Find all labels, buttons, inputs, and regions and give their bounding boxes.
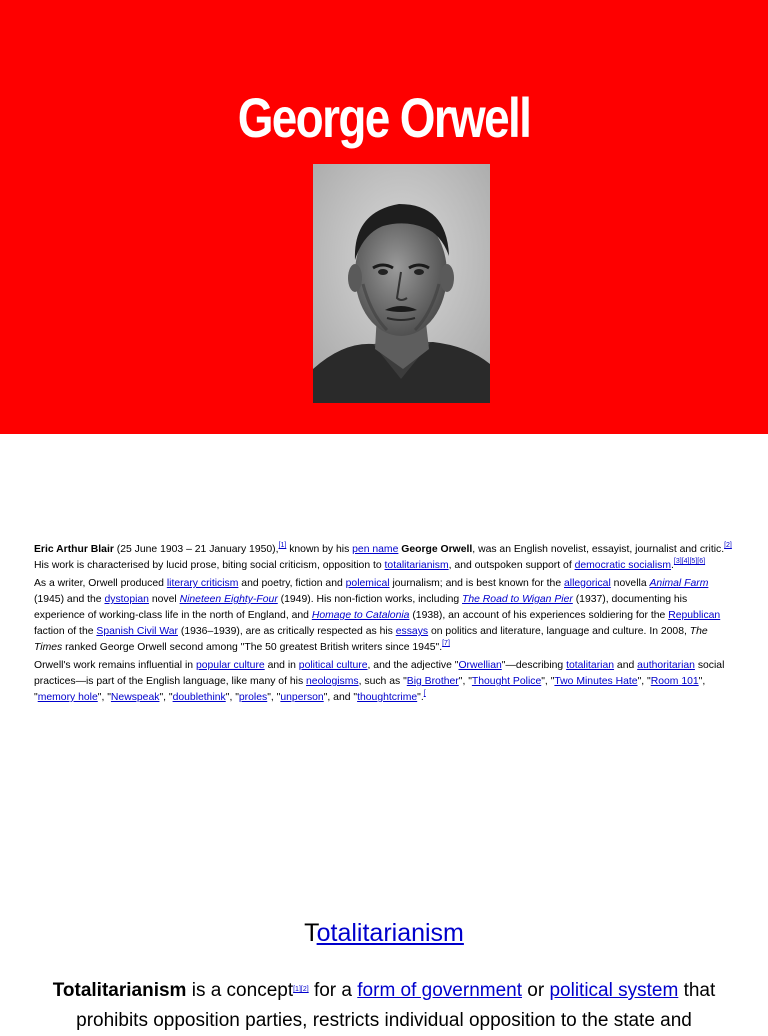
text: ", " [225, 692, 239, 703]
text: and [614, 660, 638, 671]
section-paragraph [28, 976, 740, 1036]
doublethink-link[interactable]: doublethink [172, 692, 226, 703]
name-bold: Eric Arthur Blair [34, 544, 114, 555]
bio-paragraph-2 [34, 576, 734, 656]
page-title: George Orwell [237, 86, 531, 149]
term-bold: Totalitarianism [52, 980, 187, 1001]
section-title-initial: T [304, 919, 317, 947]
text: Orwell's work remains influential in [34, 660, 196, 671]
text: or [522, 980, 550, 1001]
text: ", " [159, 692, 173, 703]
polemical-link[interactable]: polemical [345, 578, 390, 589]
portrait-photo [313, 164, 490, 403]
authoritarian-link[interactable]: authoritarian [637, 660, 695, 671]
text: (1949). His non-fiction works, including [277, 594, 463, 605]
text: ", " [637, 676, 651, 687]
section-title [0, 914, 768, 952]
nineteen-eighty-four-link[interactable]: Nineteen Eighty-Four [179, 594, 278, 605]
text: , was an English novelist, essayist, journalist and critic. [472, 544, 725, 555]
reference-link[interactable]: [2] [724, 542, 732, 549]
text: (25 June 1903 – 21 January 1950), [113, 544, 279, 555]
text: novella [610, 578, 650, 589]
text: journalism; and is best known for the [389, 578, 564, 589]
text: on politics and literature, language and culture. In 2008, [428, 626, 690, 637]
portrait-photo-icon [313, 164, 490, 403]
totalitarianism-link[interactable]: totalitarianism [384, 560, 449, 571]
orwellian-link[interactable]: Orwellian [458, 660, 502, 671]
text: ". [417, 692, 424, 703]
memory-hole-link[interactable]: memory hole [37, 692, 98, 703]
text: for a [308, 980, 358, 1001]
text: His work is characterised by lucid prose, biting social criticism, opposition to [34, 560, 385, 571]
dystopian-link[interactable]: dystopian [104, 594, 149, 605]
two-minutes-hate-link[interactable]: Two Minutes Hate [554, 676, 638, 687]
text: (1937), documenting his experience of working-class life in the north of England, and [34, 594, 688, 621]
pen-name-link[interactable]: pen name [352, 544, 399, 555]
text: . [671, 560, 674, 571]
republican-link[interactable]: Republican [668, 610, 721, 621]
democratic-socialism-link[interactable]: democratic socialism [574, 560, 672, 571]
text: and poetry, fiction and [238, 578, 346, 589]
homage-to-catalonia-link[interactable]: Homage to Catalonia [311, 610, 410, 621]
spanish-civil-war-link[interactable]: Spanish Civil War [96, 626, 178, 637]
text: , and outspoken support of [448, 560, 575, 571]
text: ", and " [323, 692, 358, 703]
pen-name-bold: George Orwell [401, 544, 473, 555]
text: (1945) and the [34, 594, 105, 605]
text: ", " [97, 692, 111, 703]
text: and in [264, 660, 299, 671]
text: social practices—is part of the English language, like many of his [34, 660, 725, 687]
text: As a writer, Orwell produced [34, 578, 167, 589]
literary-criticism-link[interactable]: literary criticism [166, 578, 239, 589]
animal-farm-link[interactable]: Animal Farm [649, 578, 709, 589]
newspeak-link[interactable]: Newspeak [110, 692, 160, 703]
text: , and the adjective " [367, 660, 459, 671]
reference-link[interactable]: [3][4][5][6] [673, 558, 706, 565]
political-culture-link[interactable]: political culture [298, 660, 368, 671]
thought-police-link[interactable]: Thought Police [471, 676, 542, 687]
popular-culture-link[interactable]: popular culture [195, 660, 265, 671]
biography-text [34, 542, 734, 708]
political-system-link[interactable]: political system [549, 980, 679, 1001]
big-brother-link[interactable]: Big Brother [406, 676, 459, 687]
unperson-link[interactable]: unperson [280, 692, 324, 703]
text: is a concept [186, 980, 294, 1001]
text: ", " [458, 676, 472, 687]
text: novel [148, 594, 180, 605]
room-101-link[interactable]: Room 101 [650, 676, 699, 687]
thoughtcrime-link[interactable]: thoughtcrime [357, 692, 418, 703]
header-banner [0, 0, 768, 434]
text: that prohibits opposition parties, restricts individual opposition to the state and [76, 980, 716, 1031]
text: ", " [541, 676, 555, 687]
text: ", " [267, 692, 281, 703]
text: (1936–1939), are as critically respected as his [178, 626, 396, 637]
reference-link[interactable]: [7] [442, 640, 450, 647]
the-times-italic: The Times [34, 626, 708, 653]
text: (1938), an account of his experiences soldiering for the [409, 610, 669, 621]
reference-link[interactable]: [ [423, 690, 426, 697]
totalitarian-link[interactable]: totalitarian [566, 660, 615, 671]
text: ", " [34, 676, 706, 703]
text: , such as " [358, 676, 407, 687]
form-of-government-link[interactable]: form of government [357, 980, 523, 1001]
bio-paragraph-3 [34, 658, 734, 706]
allegorical-link[interactable]: allegorical [563, 578, 611, 589]
text: "—describing [501, 660, 567, 671]
text: known by his [286, 544, 353, 555]
neologisms-link[interactable]: neologisms [306, 676, 359, 687]
totalitarianism-title-link[interactable]: otalitarianism [316, 919, 464, 947]
wigan-pier-link[interactable]: The Road to Wigan Pier [462, 594, 573, 605]
text: faction of the [34, 626, 97, 637]
proles-link[interactable]: proles [238, 692, 268, 703]
reference-link[interactable]: [1] [278, 542, 287, 549]
essays-link[interactable]: essays [395, 626, 429, 637]
bio-paragraph-1 [34, 542, 734, 574]
text: ranked George Orwell second among "The 50 greatest British writers since 1945". [62, 642, 443, 653]
reference-link[interactable]: [1][2] [293, 986, 309, 993]
